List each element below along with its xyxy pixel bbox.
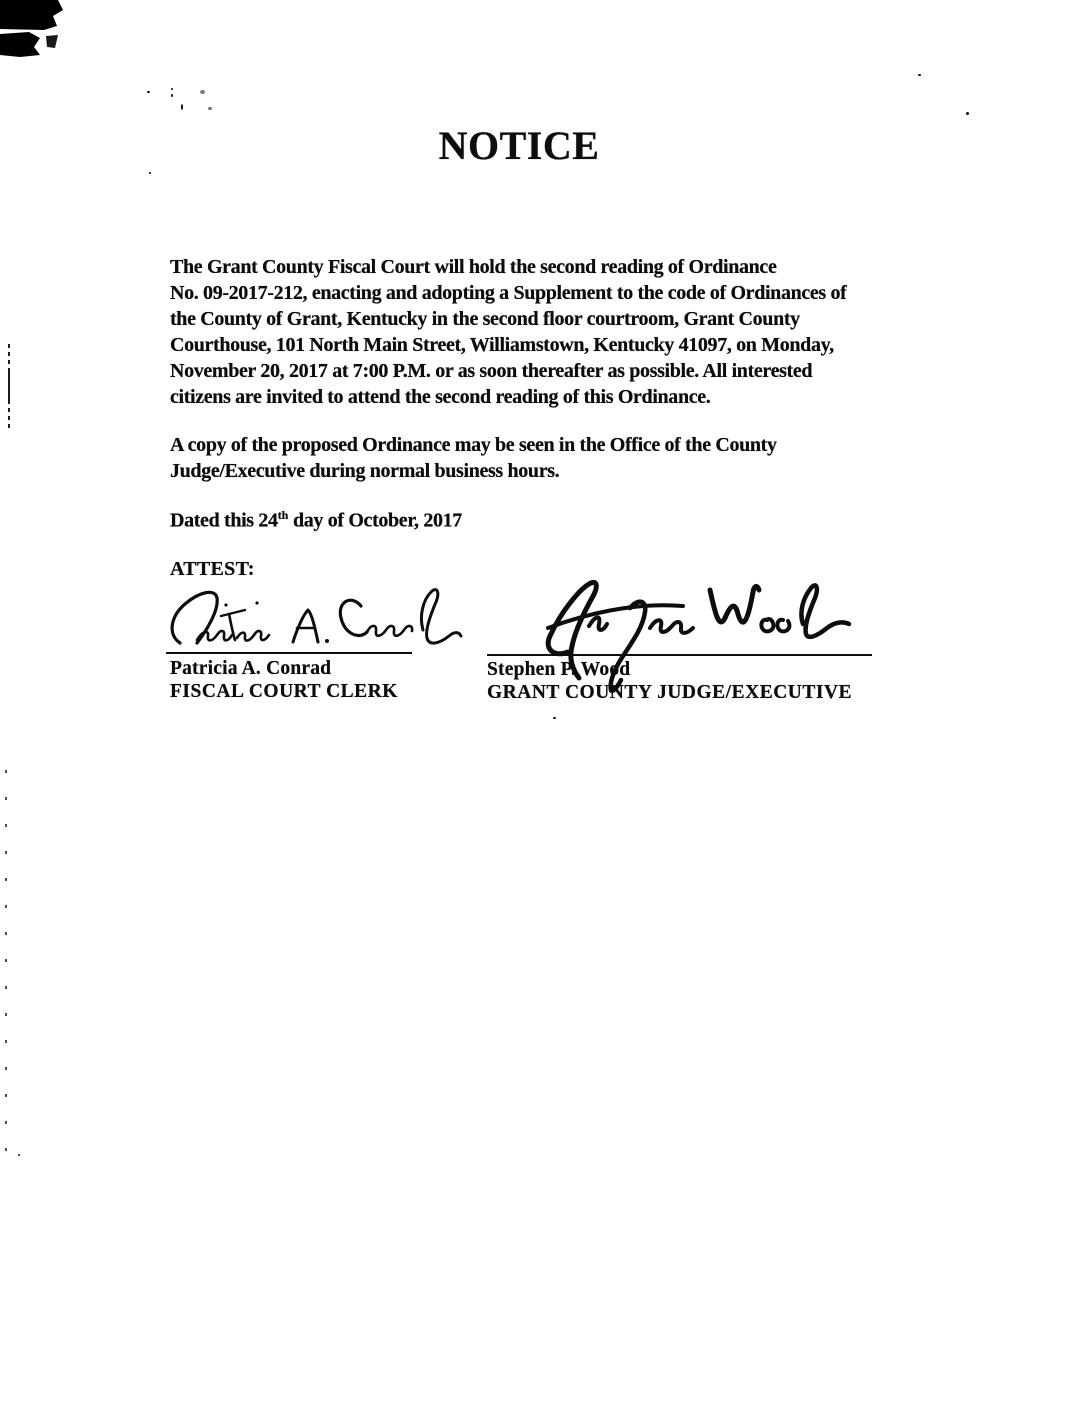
scan-speck — [181, 104, 183, 110]
scan-speck — [553, 717, 556, 719]
scan-margin-specks — [5, 770, 7, 1160]
copy-available-paragraph — [170, 432, 777, 484]
signer-name: Stephen P. Wood — [487, 659, 631, 680]
scan-margin-dashes — [8, 368, 10, 400]
page-title: NOTICE — [438, 123, 600, 168]
body-line: Courthouse, 101 North Main Street, Williamstown, Kentucky 41097, on Monday, — [170, 334, 834, 356]
scan-speck — [918, 74, 921, 76]
scan-speck — [149, 172, 151, 174]
left-signature-line — [166, 652, 412, 654]
body-line: A copy of the proposed Ordinance may be seen in the Office of the County — [170, 434, 777, 456]
scan-speck — [171, 88, 173, 90]
signer-title: GRANT COUNTY JUDGE/EXECUTIVE — [487, 682, 853, 703]
signer-name: Patricia A. Conrad — [170, 658, 332, 679]
scan-speck — [18, 1154, 20, 1156]
ordinal-superscript: th — [277, 508, 289, 522]
scan-speck — [966, 112, 969, 115]
scan-corner-artifact — [0, 0, 70, 60]
right-signature-block — [487, 658, 852, 704]
body-line: The Grant County Fiscal Court will hold the second reading of Ordinance — [170, 256, 777, 278]
scan-speck — [147, 91, 150, 93]
dated-text: Dated this 24 — [170, 509, 278, 532]
attest-label: ATTEST: — [170, 558, 255, 580]
scan-speck — [171, 94, 173, 97]
scan-speck — [200, 90, 205, 94]
signer-title: FISCAL COURT CLERK — [170, 681, 398, 702]
right-signature-line — [487, 654, 872, 656]
left-signature-block — [170, 657, 398, 703]
body-line: No. 09-2017-212, enacting and adopting a Supplement to the code of Ordinances of — [170, 282, 847, 304]
body-line: November 20, 2017 at 7:00 P.M. or as soon thereafter as possible. All interested — [170, 360, 813, 382]
scan-speck — [208, 107, 212, 110]
body-line: the County of Grant, Kentucky in the second floor courtroom, Grant County — [170, 308, 800, 330]
dated-line — [170, 502, 462, 534]
body-line: Judge/Executive during normal business hours. — [170, 460, 560, 482]
notice-body-paragraph — [170, 254, 846, 410]
body-line: citizens are invited to attend the second reading of this Ordinance. — [170, 386, 711, 408]
patricia-signature-image — [165, 586, 465, 656]
dated-text: day of October, 2017 — [288, 509, 462, 532]
